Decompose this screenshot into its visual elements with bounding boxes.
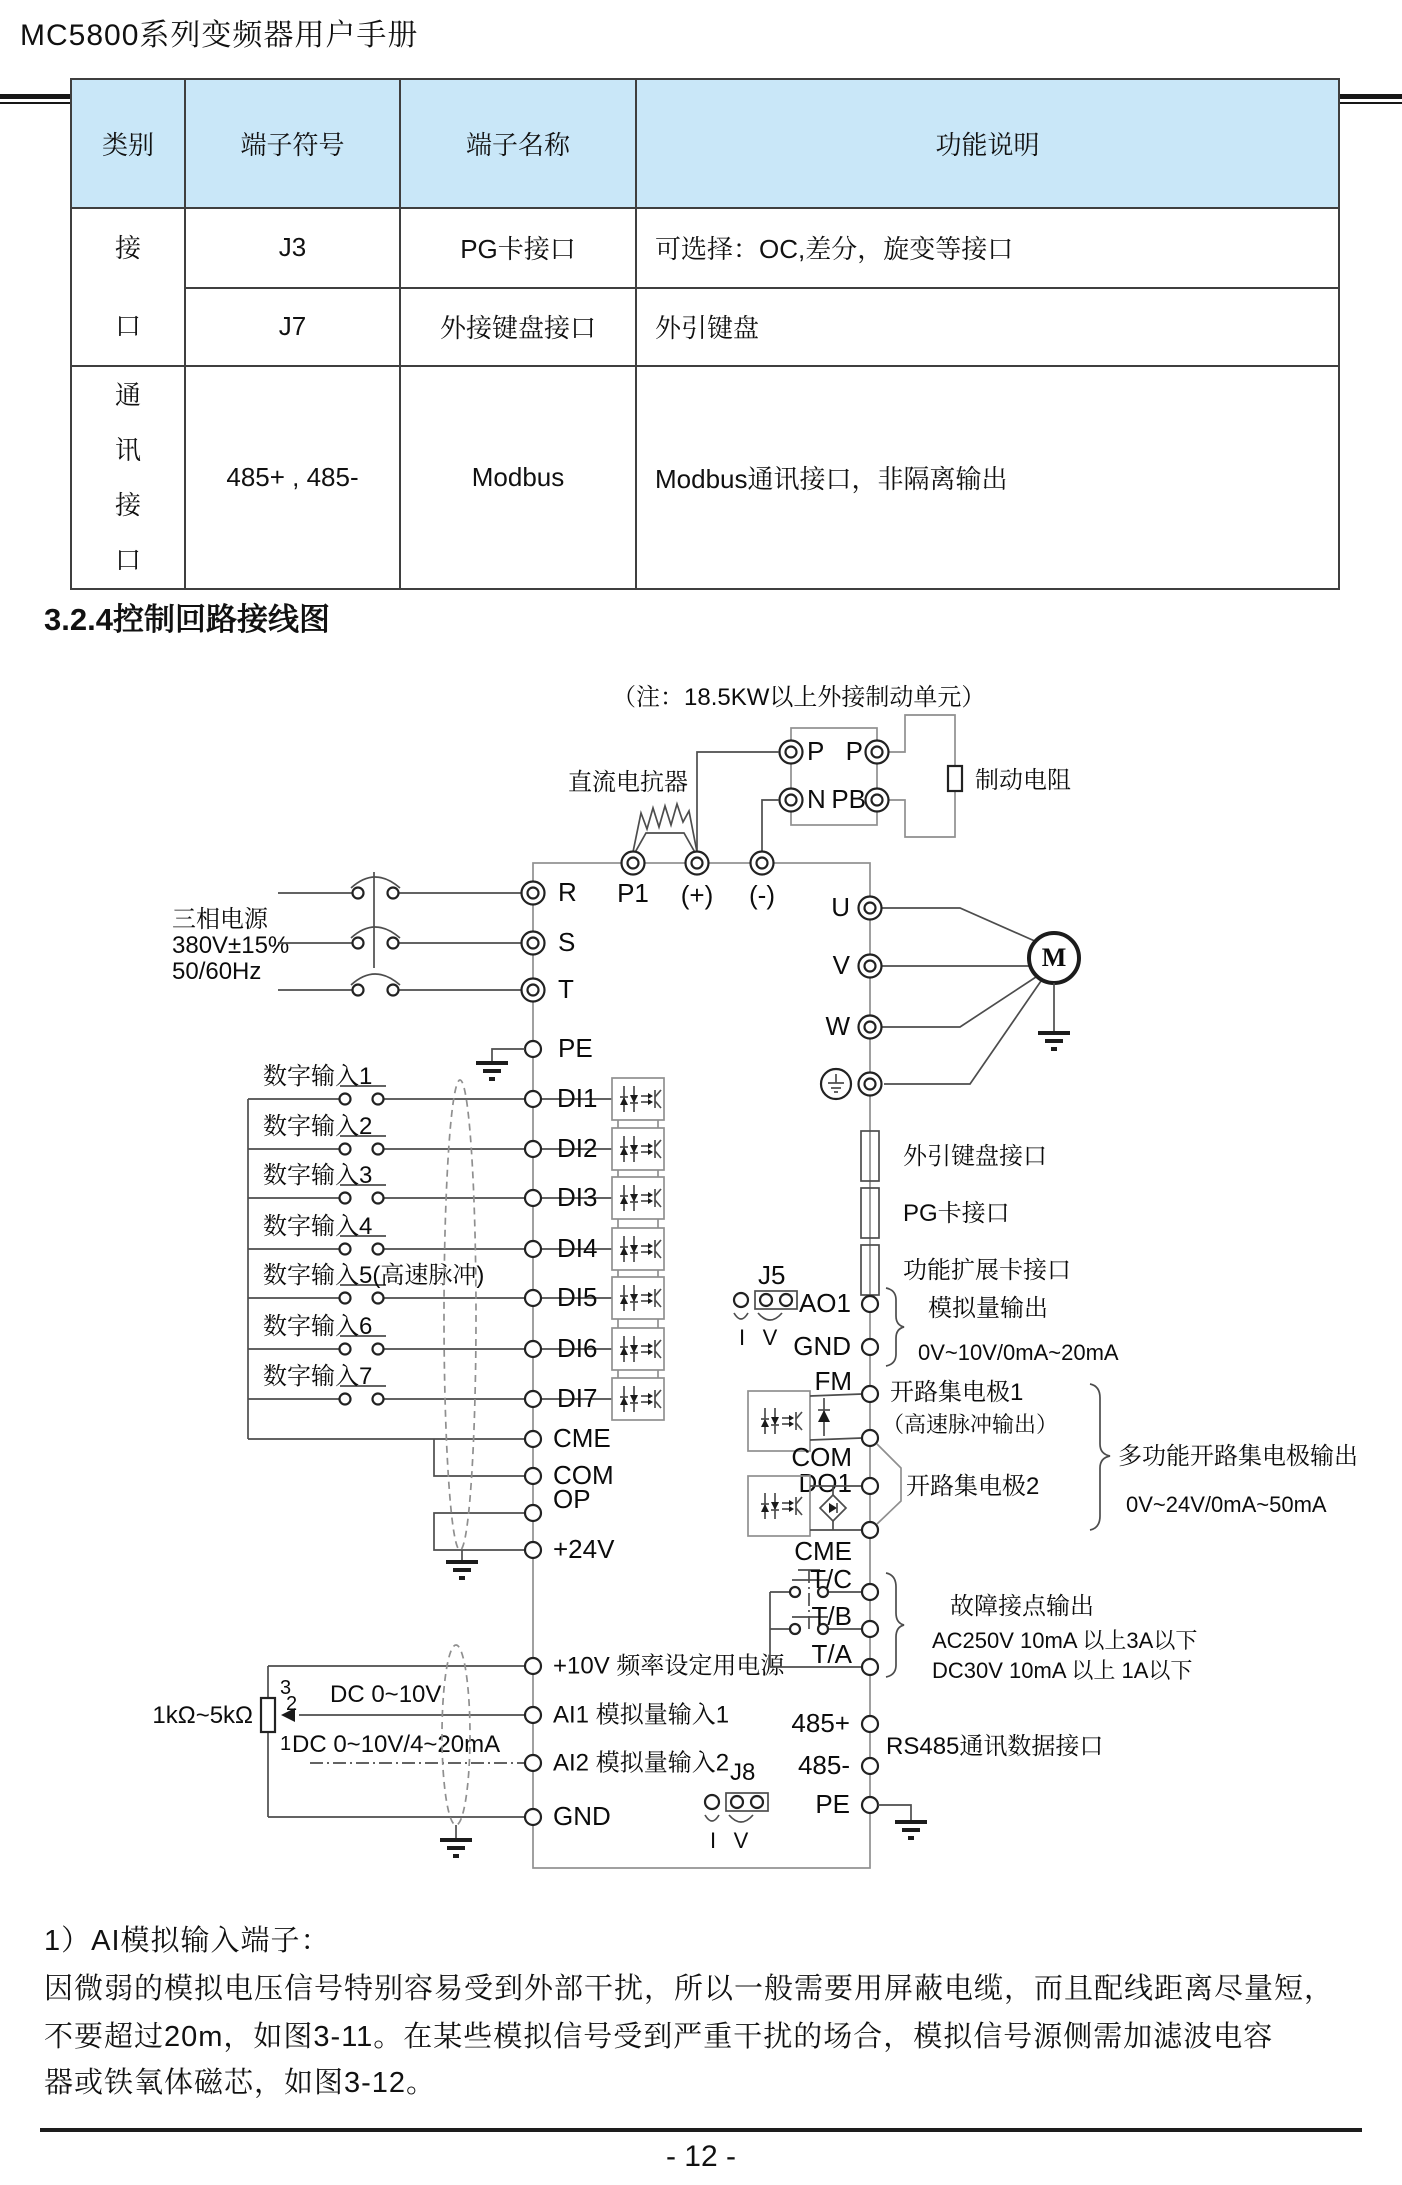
di1-terminal-label: DI1 — [557, 1082, 598, 1113]
control-common-terminals — [248, 1423, 615, 1564]
breaker-t — [278, 974, 521, 996]
brake-unit — [780, 715, 1072, 837]
di3-terminal-label: DI3 — [557, 1181, 598, 1212]
fault-out-spec1: AC250V 10mA 以上3A以下 — [932, 1628, 1198, 1653]
v24-label: +24V — [553, 1533, 615, 1564]
pe-right-label: PE — [815, 1788, 850, 1819]
v10-label: +10V 频率设定用电源 — [553, 1652, 785, 1680]
potentiometer-icon — [261, 1698, 275, 1732]
ground-terminal-icon — [821, 1069, 851, 1099]
three-phase-source — [172, 872, 521, 996]
com-right-label: COM — [791, 1442, 852, 1472]
di-row-7 — [248, 1363, 664, 1420]
cell-desc: 外引键盘 — [636, 288, 1339, 367]
brake-p-out-label: P — [845, 735, 863, 766]
di1-input-label: 数字输入1 — [263, 1063, 373, 1090]
pot-pin3: 3 — [280, 1677, 292, 1699]
minus-label: (-) — [749, 880, 775, 910]
open-collector-section — [748, 1366, 1358, 1566]
brake-n-label: N — [807, 783, 826, 814]
terminal-table — [70, 78, 1340, 590]
di4-input-label: 数字输入4 — [263, 1213, 373, 1240]
di-row-5 — [248, 1262, 664, 1319]
com-left-label: COM — [553, 1459, 614, 1490]
cell-name: PG卡接口 — [400, 208, 636, 288]
oc1-label: 开路集电极1 — [890, 1379, 1024, 1406]
analog-out-title: 模拟量输出 — [928, 1295, 1048, 1322]
dc-reactor — [568, 769, 697, 856]
relay-output-section — [770, 1564, 1197, 1683]
do1-label: DO1 — [798, 1468, 852, 1498]
j5-jumper — [734, 1260, 797, 1350]
plus-label: (+) — [680, 880, 714, 910]
comm-section — [791, 1708, 1103, 1838]
di-row-1 — [248, 1063, 664, 1120]
di7-input-label: 数字输入7 — [263, 1363, 373, 1390]
rs485-minus-label: 485- — [797, 1749, 850, 1780]
brake-unit-note: （注：18.5KW以上外接制动单元） — [612, 684, 986, 711]
col-header-category: 类别 — [71, 79, 185, 208]
di6-input-label: 数字输入6 — [263, 1313, 373, 1340]
keyboard-if-label: 外引键盘接口 — [903, 1143, 1047, 1170]
rs485-plus-label: 485+ — [791, 1707, 850, 1738]
terminal-w-label: W — [825, 1010, 850, 1041]
source-line3: 50/60Hz — [172, 958, 262, 985]
paragraph-line: 不要超过20m，如图3-11。在某些模拟信号受到严重干扰的场合，模拟信号源侧需加滤波电容 — [44, 2021, 1274, 2053]
cme-right-label: CME — [794, 1536, 852, 1566]
footer-rule — [40, 2128, 1362, 2132]
section-heading: 3.2.4控制回路接线图 — [44, 602, 330, 637]
di4-terminal-label: DI4 — [557, 1232, 598, 1263]
ai1-label: AI1 模拟量输入1 — [553, 1701, 730, 1729]
multi-oc-label: 多功能开路集电极输出 — [1118, 1443, 1358, 1470]
di5-terminal-label: DI5 — [557, 1281, 598, 1312]
multi-oc-spec: 0V~24V/0mA~50mA — [1126, 1492, 1327, 1517]
j8-label: J8 — [730, 1759, 756, 1786]
shield-cable-di — [444, 1080, 478, 1578]
terminal-t-label: T — [558, 973, 574, 1004]
gnd-left-label: GND — [553, 1800, 611, 1831]
cell-name: 外接键盘接口 — [400, 288, 636, 367]
j8-i-label: I — [709, 1828, 717, 1853]
cell-desc: Modbus通讯接口，非隔离输出 — [636, 366, 1339, 589]
cell-name: Modbus — [400, 366, 636, 589]
option-cards — [861, 1131, 1071, 1295]
paragraph-line: 因微弱的模拟电压信号特别容易受到外部干扰，所以一般需要用屏蔽电缆，而且配线距离尽量短， — [44, 1973, 1335, 2005]
analog-out-spec: 0V~10V/0mA~20mA — [918, 1340, 1119, 1365]
oc1-sub-label: （高速脉冲输出） — [882, 1412, 1059, 1437]
cell-symbol: J3 — [185, 208, 400, 288]
breaker-s — [278, 927, 521, 949]
paragraph-heading: 1）AI模拟输入端子： — [44, 1925, 331, 1957]
input-terminals — [476, 877, 593, 1079]
breaker-r — [278, 877, 521, 899]
di7-terminal-label: DI7 — [557, 1382, 598, 1413]
motor-label: M — [1041, 942, 1067, 972]
terminal-r-label: R — [558, 876, 577, 907]
terminal-u-label: U — [831, 891, 850, 922]
di2-input-label: 数字输入2 — [263, 1113, 373, 1140]
rs485-label: RS485通讯数据接口 — [886, 1733, 1104, 1760]
ext-if-label: 功能扩展卡接口 — [903, 1257, 1071, 1284]
tb-label: T/B — [811, 1601, 852, 1631]
cell-category-interface: 接口 — [71, 208, 185, 366]
brake-pb-label: PB — [831, 783, 866, 814]
fault-out-title: 故障接点输出 — [950, 1593, 1094, 1620]
col-header-name: 端子名称 — [400, 79, 636, 208]
source-line2: 380V±15% — [172, 932, 290, 959]
ai2-signal-label: DC 0~10V/4~20mA — [292, 1731, 501, 1758]
p1-label: P1 — [617, 878, 649, 908]
table-header-row — [71, 79, 1339, 208]
analog-input-section — [152, 1645, 785, 1856]
j8-v-label: V — [733, 1828, 749, 1853]
table-row — [71, 208, 1339, 288]
motor-output — [821, 892, 1079, 1099]
cell-symbol: J7 — [185, 288, 400, 367]
cell-desc: 可选择：OC,差分，旋变等接口 — [636, 208, 1339, 288]
terminal-v-label: V — [832, 949, 850, 980]
source-line1: 三相电源 — [172, 906, 268, 933]
table-row — [71, 288, 1339, 367]
j5-i-label: I — [738, 1325, 746, 1350]
brake-resistor-icon — [948, 766, 962, 791]
brake-p-in-label: P — [807, 735, 825, 766]
j5-label: J5 — [758, 1260, 786, 1290]
di2-terminal-label: DI2 — [557, 1132, 598, 1163]
ai2-label: AI2 模拟量输入2 — [553, 1749, 730, 1777]
ao1-label: AO1 — [798, 1287, 851, 1318]
page-title: MC5800系列变频器用户手册 — [20, 19, 419, 52]
analog-output-section — [793, 1288, 1119, 1366]
col-header-desc: 功能说明 — [636, 79, 1339, 208]
pg-if-label: PG卡接口 — [903, 1200, 1010, 1227]
di-row-3 — [248, 1162, 664, 1219]
j5-v-label: V — [762, 1325, 778, 1350]
op-label: OP — [553, 1484, 591, 1514]
gnd-right-label: GND — [793, 1330, 851, 1361]
oc2-label: 开路集电极2 — [906, 1473, 1040, 1500]
cell-symbol: 485+ , 485- — [185, 366, 400, 589]
ai1-signal-label: DC 0~10V — [330, 1681, 442, 1708]
tc-label: T/C — [810, 1564, 852, 1594]
pot-pin1: 1 — [280, 1733, 292, 1755]
terminal-s-label: S — [558, 926, 576, 957]
pot-pin2: 2 — [286, 1693, 298, 1715]
table-row — [71, 366, 1339, 589]
dc-reactor-label: 直流电抗器 — [568, 769, 688, 796]
digital-inputs — [248, 1063, 664, 1439]
pot-value-label: 1kΩ~5kΩ — [152, 1702, 253, 1729]
paragraph-line: 器或铁氧体磁芯，如图3-12。 — [44, 2067, 437, 2099]
terminal-pe-label: PE — [558, 1032, 593, 1063]
fault-out-spec2: DC30V 10mA 以上 1A以下 — [932, 1658, 1193, 1683]
page-number: - 12 - — [665, 2140, 737, 2173]
ta-label: T/A — [811, 1639, 852, 1669]
brake-resistor-label: 制动电阻 — [975, 767, 1071, 794]
wiring-diagram — [0, 650, 1402, 1920]
di5-input-label: 数字输入5(高速脉冲) — [263, 1262, 485, 1289]
cell-category-comm: 通讯接口 — [71, 366, 185, 589]
cme-left-label: CME — [553, 1422, 611, 1453]
di6-terminal-label: DI6 — [557, 1332, 598, 1363]
fm-label: FM — [814, 1366, 852, 1396]
di-row-6 — [248, 1313, 664, 1370]
col-header-symbol: 端子符号 — [185, 79, 400, 208]
di3-input-label: 数字输入3 — [263, 1162, 373, 1189]
